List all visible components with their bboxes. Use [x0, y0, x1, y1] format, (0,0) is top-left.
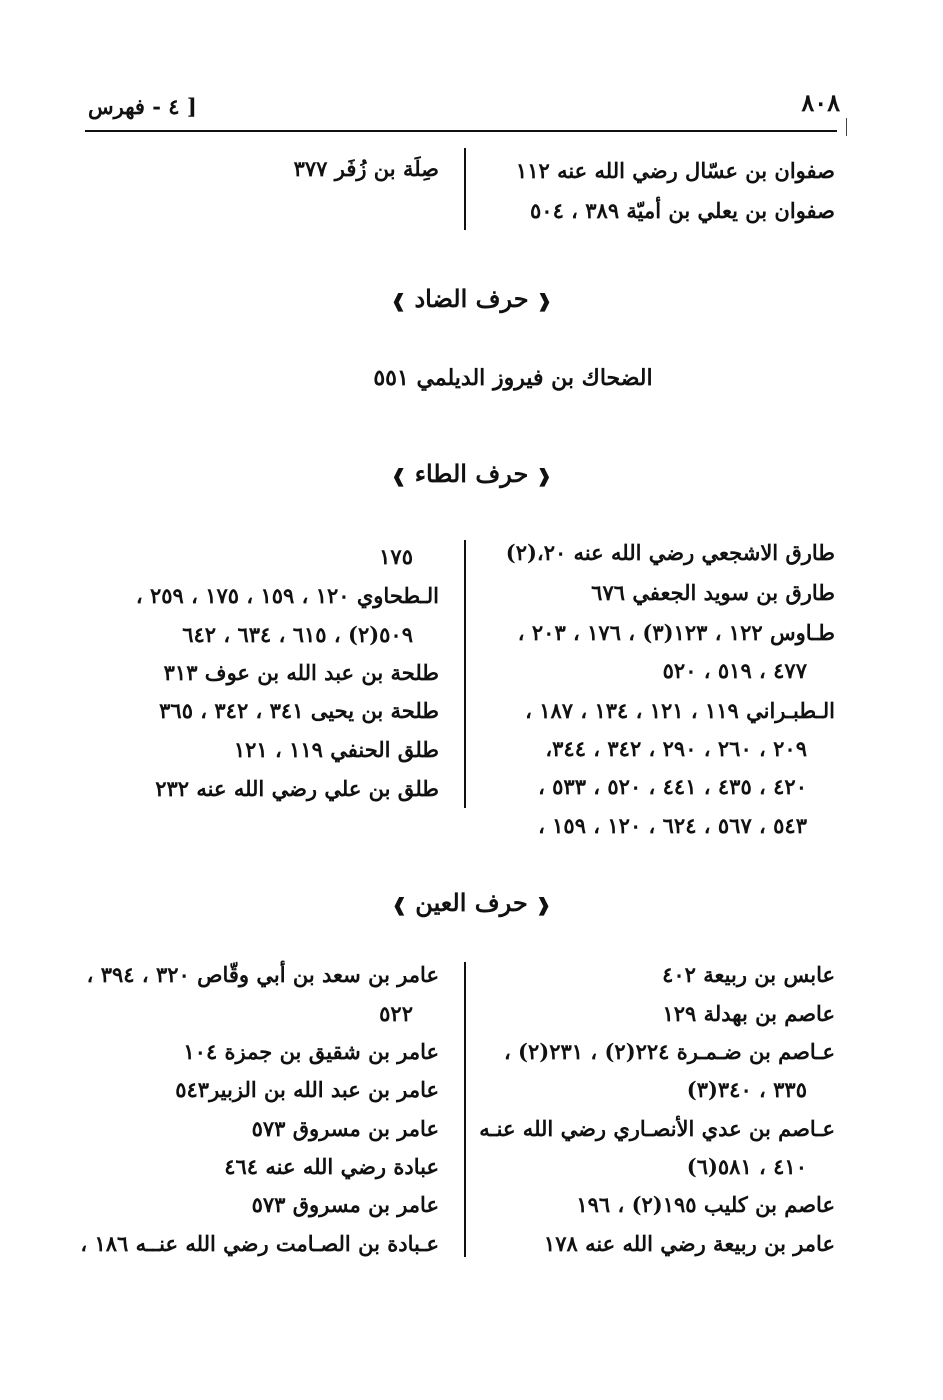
ornament-icon: ❱	[391, 466, 407, 487]
index-entry: ٣٣٥ ، ٣٤٠(٣)	[686, 1077, 807, 1102]
running-title: [ ٤ - فهرس	[88, 94, 197, 119]
index-entry: الضحاك بن فيروز الديلمي ٥٥١	[373, 365, 653, 391]
column-divider	[464, 962, 466, 1257]
section-heading-ta	[0, 459, 943, 488]
index-entry: ٤٧٧ ، ٥١٩ ، ٥٢٠	[662, 658, 807, 683]
section-heading-dad	[0, 284, 943, 313]
index-entry: عامر بن مسروق ٥٧٣	[251, 1116, 439, 1141]
heading-text: حرف الضاد	[414, 284, 529, 313]
ornament-icon: ❰	[536, 291, 552, 312]
index-entry: الـطبـراني ١١٩ ، ١٢١ ، ١٣٤ ، ١٨٧ ،	[525, 698, 835, 723]
section-heading-ain	[0, 888, 943, 917]
page-number: ٨٠٨	[801, 88, 840, 117]
index-entry: ١٧٥	[379, 544, 413, 569]
index-entry: طلق بن علي رضي الله عنه ٢٣٢	[155, 776, 439, 801]
index-entry: عامر بن ربيعة رضي الله عنه ١٧٨	[543, 1231, 835, 1256]
index-entry: عبادة رضي الله عنه ٤٦٤	[224, 1154, 439, 1179]
heading-text: حرف العين	[415, 888, 528, 917]
index-entry: طلحة بن عبد الله بن عوف ٣١٣	[163, 660, 439, 685]
index-entry: عامر بن عبد الله بن الزبير٥٤٣	[175, 1077, 439, 1102]
index-entry: ٤٢٠ ، ٤٣٥ ، ٤٤١ ، ٥٢٠ ، ٥٣٣ ،	[538, 774, 807, 799]
index-entry: عامر بن شقيق بن جمزة ١٠٤	[183, 1039, 439, 1064]
index-entry: الـطحاوي ١٢٠ ، ١٥٩ ، ١٧٥ ، ٢٥٩ ،	[135, 583, 439, 608]
index-entry: عابس بن ربيعة ٤٠٢	[662, 962, 835, 987]
index-entry: عامر بن سعد بن أبي وقّاص ٣٢٠ ، ٣٩٤ ،	[86, 962, 439, 987]
heading-text: حرف الطاء	[414, 459, 529, 488]
index-entry: عـاصم بن عدي الأنصـاري رضي الله عنـه	[479, 1116, 835, 1141]
index-entry: عاصم بن بهدلة ١٢٩	[662, 1001, 835, 1026]
column-divider	[464, 148, 466, 230]
index-entry: طلق الحنفي ١١٩ ، ١٢١	[233, 737, 439, 762]
index-entry: ٥٠٩(٢) ، ٦١٥ ، ٦٣٤ ، ٦٤٢	[182, 622, 413, 647]
index-entry: طارق الاشجعي رضي الله عنه ٢٠،(٢)	[505, 540, 835, 565]
margin-mark	[846, 118, 847, 136]
index-entry: ٤١٠ ، ٥٨١(٦)	[686, 1154, 807, 1179]
index-entry: عـبادة بن الصـامت رضي الله عنــه ١٨٦ ،	[80, 1231, 439, 1256]
header-rule	[85, 130, 837, 132]
index-entry: طـاوس ١٢٢ ، ١٢٣(٣) ، ١٧٦ ، ٢٠٣ ،	[517, 620, 835, 645]
index-entry: عـاصم بن ضـمـرة ٢٢٤(٢) ، ٢٣١(٢) ،	[503, 1039, 835, 1064]
ornament-icon: ❱	[391, 895, 407, 916]
ornament-icon: ❰	[536, 466, 552, 487]
index-entry: ٥٤٣ ، ٥٦٧ ، ٦٢٤ ، ١٢٠ ، ١٥٩ ،	[538, 813, 807, 838]
column-divider	[464, 540, 466, 808]
index-entry: عاصم بن كليب ١٩٥(٢) ، ١٩٦	[576, 1192, 835, 1217]
index-entry: عامر بن مسروق ٥٧٣	[251, 1192, 439, 1217]
index-entry: صفوان بن عسّال رضي الله عنه ١١٢	[515, 158, 835, 183]
ornament-icon: ❱	[390, 291, 407, 312]
index-entry: صفوان بن يعلي بن أميّة ٣٨٩ ، ٥٠٤	[530, 198, 835, 223]
ornament-icon: ❰	[536, 895, 552, 916]
index-entry: طارق بن سويد الجعفي ٦٧٦	[591, 580, 835, 605]
index-entry: ٥٢٢	[379, 1001, 413, 1026]
index-entry: صِلَة بن زُفَر ٣٧٧	[293, 156, 439, 181]
index-entry: طلحة بن يحيى ٣٤١ ، ٣٤٢ ، ٣٦٥	[159, 698, 439, 723]
index-entry: ٢٠٩ ، ٢٦٠ ، ٢٩٠ ، ٣٤٢ ، ٣٤٤،	[545, 736, 807, 761]
